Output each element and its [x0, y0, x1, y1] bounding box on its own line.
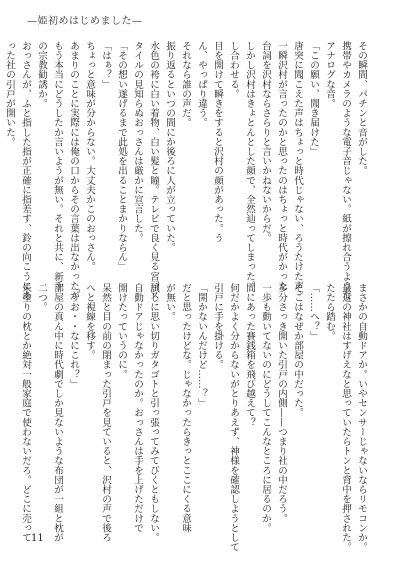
text-line: 携帯やカメラのような電子音じゃない。紙が擦れ合うような: [340, 41, 351, 301]
text-line: もう本当にどうしたか言いようが無い。それと共に、新手: [52, 41, 63, 291]
text-line: だと思ったけどな。じゃなかったらきっとここにくる意味: [180, 283, 191, 533]
text-line: 部屋の真ん中に時代劇でしか見ないような布団が一組と枕が: [52, 283, 63, 543]
text-line: 振り返るといつの間にか後ろに人が立っていた。: [164, 41, 175, 253]
text-line: 最近の神社はすげえなと思っていたらトンと背中を押された。: [340, 283, 351, 552]
text-line: 「この願い、聞き届けた」: [308, 41, 319, 157]
text-line: 目を開けて瞬きをすると沢村の顔があった。う: [212, 41, 223, 243]
text-line: 開けたっていうのに。: [116, 283, 127, 379]
text-line: 二つ。: [36, 283, 47, 312]
text-line: ちょっと意味が分からない。大丈夫かこのおっさん。: [84, 41, 95, 272]
text-line: 一歩も動いてないのにどうしてこんなところに居るのか。: [260, 283, 271, 533]
text-line: 試しに思い切りガタゴトと引っ張ってみてびくともしない。: [148, 283, 159, 543]
text-line: あまりのことに実際には俺の口からその言葉は出なかったが: [68, 41, 79, 301]
text-line: へと視線を移す。: [84, 283, 95, 360]
text-line: まさかの自動ドアか。いやセンサーじゃないならリモコンか。: [356, 283, 367, 552]
text-line: し合わせる。: [228, 41, 239, 99]
text-line: 「……へ？」: [308, 283, 319, 341]
text-line: の宗教勧誘か。: [36, 41, 47, 109]
text-line: たたら踏む。: [324, 283, 335, 341]
text-line: アナログな音。: [324, 41, 335, 109]
text-line: おっさんが、ふと指した指が正確に指差す、鈴の向こうにあ: [20, 41, 31, 301]
text-line: それなら誰の声だ。: [180, 41, 191, 128]
text-line: 台詞を沢村ならさらりと言いかねないからだ。: [260, 41, 271, 243]
text-line: 多分さっき開いた引戸の内側——つまり社の中だろう。: [276, 283, 287, 523]
text-line: が無い。: [164, 283, 175, 322]
text-line: 何だかよく分からないがとりあえず、神様を確認しようとして: [228, 283, 239, 552]
text-line: タイルの見知らぬおっさんは厳かに宣言した。: [132, 41, 143, 243]
text-line: ん、やっぱり違う。: [196, 41, 207, 128]
text-line: しかし沢村はきょとんとした顔で、全然辿ってしまった。: [244, 41, 255, 291]
text-line: 朱塗りの枕とか絶対一般家庭で使わないだろ。どこに売って: [20, 283, 31, 543]
text-line: 引戸に手を掛ける。: [212, 283, 223, 370]
text-line: その瞬間、パチンと音がした。: [356, 41, 367, 176]
text-line: 自動ドアじゃなかったのか。おっさんは手を上げただけで: [132, 283, 143, 533]
page-number: 11: [31, 533, 44, 544]
text-line: 「開かないんだけど……？」: [196, 283, 207, 408]
text-line: 「うお・・なにこれ？」: [68, 283, 79, 389]
text-line: 唐突に聞こえた声はちょっと時代じゃない、ろうたけた声。: [292, 41, 303, 301]
text-line: 「はぁ？」: [100, 41, 111, 89]
text-line: 「その想い遂げるまで此処を出ることまかりならん」: [116, 41, 127, 272]
text-line: 間にあった賽銭箱を飛び越えて？: [244, 283, 255, 427]
text-line: そこはなぜか部屋の中だった。: [292, 283, 303, 418]
text-line: 一瞬沢村が言ったのかと思ったのはちょっと時代がかった: [276, 41, 287, 291]
text-line: 呆然と目の前の閉まった引戸を見ていると、沢村の声で後ろ: [100, 283, 111, 543]
text-line: 水色の袴に白い着物、白い髪と瞳。テレビで良く見る宮司ス: [148, 41, 159, 301]
text-line: った社の引戸が開いた。: [4, 41, 15, 147]
chapter-header: —姫初めはじめました—: [27, 16, 143, 27]
